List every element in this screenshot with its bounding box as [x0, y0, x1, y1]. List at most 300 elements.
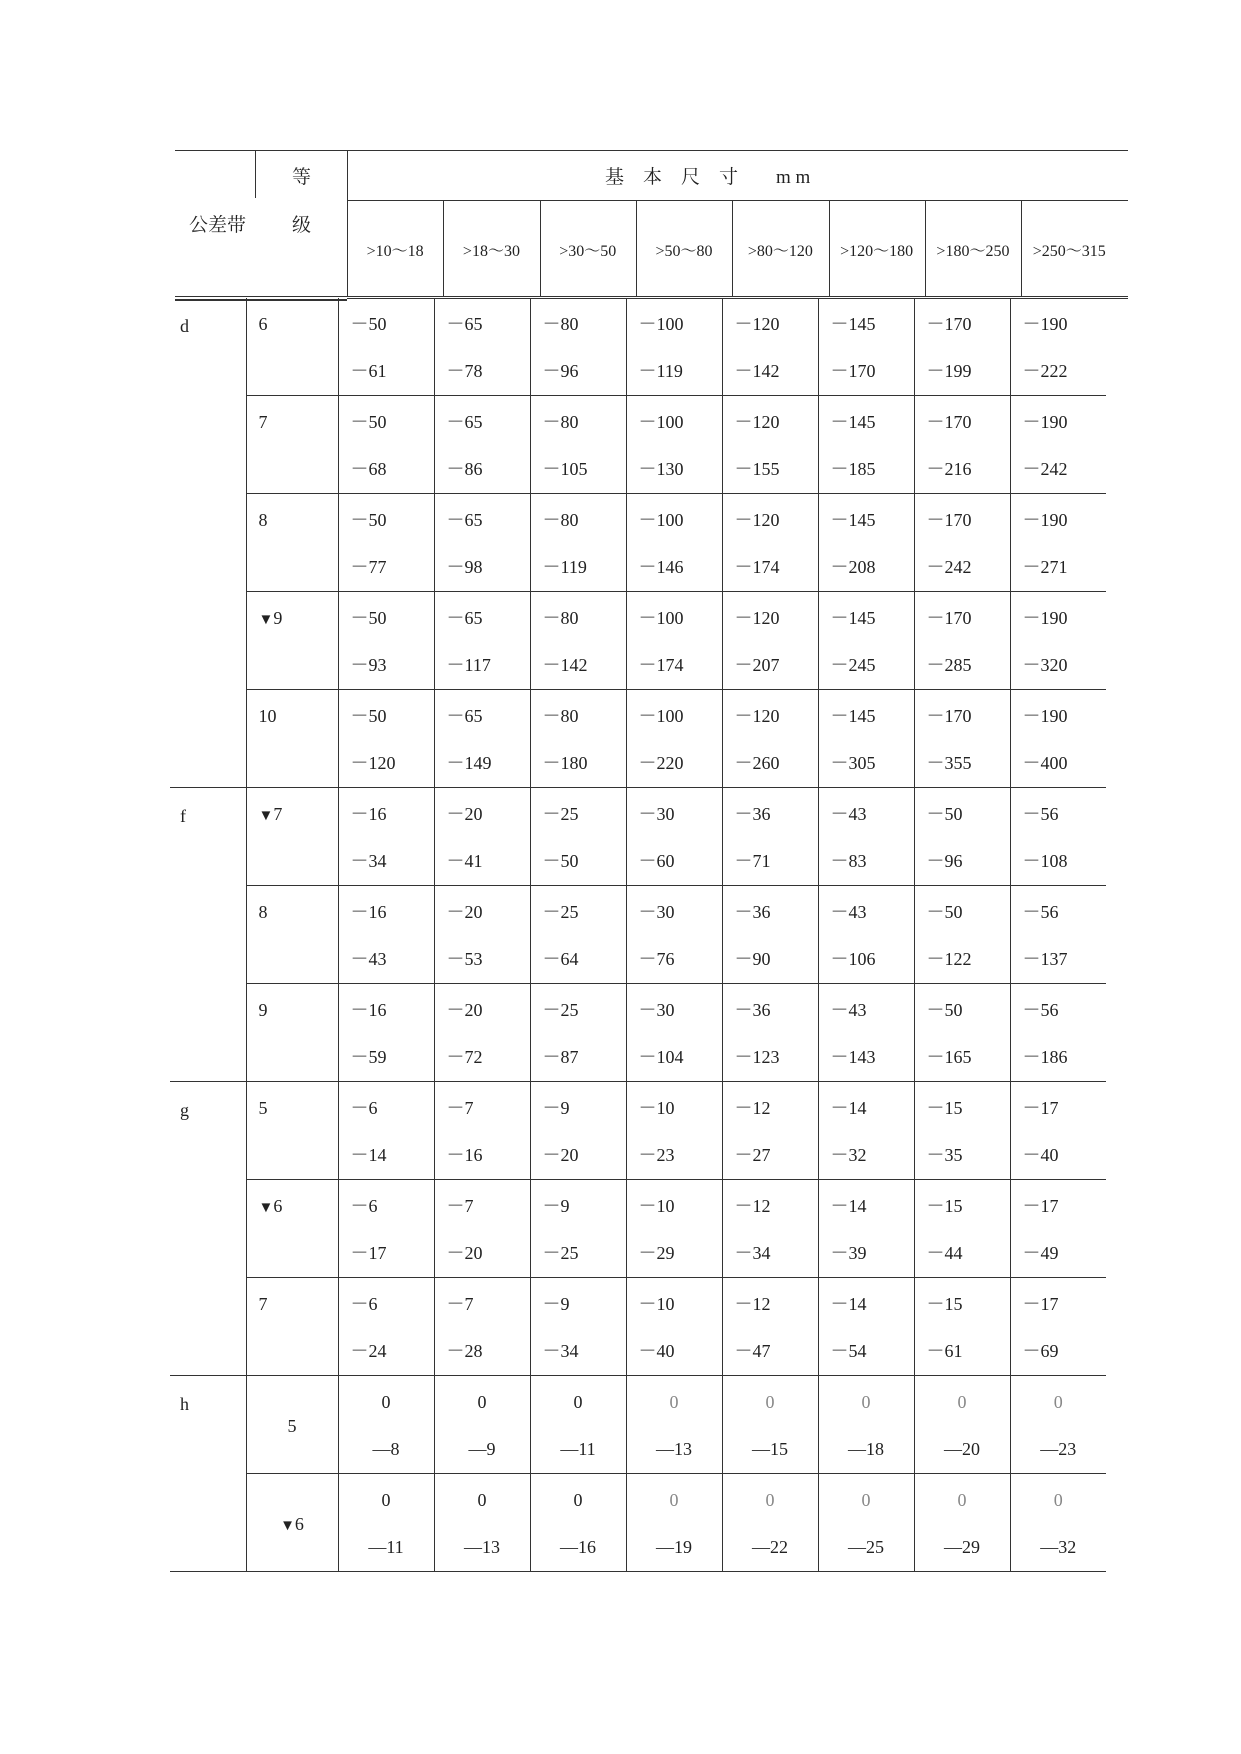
deviation-cell [818, 984, 914, 1082]
upper-deviation: 0 [765, 1392, 775, 1412]
grade-header-top: 等 [292, 167, 312, 188]
upper-deviation: －100 [638, 412, 684, 432]
size-range-divider [443, 200, 444, 296]
grade-number: 9 [273, 608, 283, 628]
lower-deviation: －16 [446, 1145, 483, 1165]
upper-deviation: －7 [446, 1294, 474, 1314]
lower-deviation: －50 [542, 851, 579, 871]
grade-label [247, 984, 338, 1021]
lower-deviation: －122 [926, 949, 972, 969]
deviation-cell [530, 886, 626, 984]
preferred-triangle-icon: ▼ [258, 1200, 274, 1216]
deviation-cell [626, 788, 722, 886]
lower-deviation: －142 [542, 655, 588, 675]
deviation-cell [530, 1082, 626, 1180]
lower-deviation: －400 [1022, 753, 1068, 773]
deviation-cell [626, 592, 722, 690]
grade-number: 10 [258, 706, 277, 726]
lower-deviation: －305 [830, 753, 876, 773]
upper-deviation: 0 [1053, 1392, 1063, 1412]
deviation-cell [722, 1474, 818, 1572]
upper-deviation: －65 [446, 412, 483, 432]
tolerance-zone-label: h [180, 1394, 189, 1414]
upper-deviation: －65 [446, 608, 483, 628]
upper-deviation: －50 [350, 314, 387, 334]
upper-deviation: －30 [638, 902, 675, 922]
deviation-cell [530, 298, 626, 396]
upper-deviation: －36 [734, 902, 771, 922]
upper-deviation: －56 [1022, 1000, 1059, 1020]
tolerance-zone-label: d [180, 316, 189, 336]
deviation-cell [434, 298, 530, 396]
lower-deviation: －120 [350, 753, 396, 773]
deviation-cell [626, 690, 722, 788]
deviation-cell [626, 1474, 722, 1572]
lower-deviation: －47 [734, 1341, 771, 1361]
grade-label [247, 396, 338, 433]
lower-deviation: —19 [656, 1537, 692, 1557]
size-range-divider [732, 200, 733, 296]
lower-deviation: －34 [542, 1341, 579, 1361]
lower-deviation: －260 [734, 753, 780, 773]
upper-deviation: －12 [734, 1196, 771, 1216]
lower-deviation: —11 [560, 1439, 596, 1459]
upper-deviation: －10 [638, 1294, 675, 1314]
deviation-cell [530, 494, 626, 592]
deviation-cell [434, 396, 530, 494]
upper-deviation: －6 [350, 1196, 378, 1216]
lower-deviation: －34 [350, 851, 387, 871]
upper-deviation: －25 [542, 804, 579, 824]
upper-deviation: －43 [830, 804, 867, 824]
upper-deviation: －50 [926, 902, 963, 922]
upper-deviation: －9 [542, 1098, 570, 1118]
deviation-cell [530, 1474, 626, 1572]
size-range-header: >180～250 [936, 243, 1010, 260]
lower-deviation: －199 [926, 361, 972, 381]
upper-deviation: 0 [477, 1490, 487, 1510]
size-range-divider [1021, 200, 1022, 296]
deviation-cell [722, 886, 818, 984]
deviation-cell [722, 494, 818, 592]
lower-deviation: －104 [638, 1047, 684, 1067]
upper-deviation: －56 [1022, 804, 1059, 824]
deviation-cell [722, 396, 818, 494]
deviation-cell [338, 1278, 434, 1376]
lower-deviation: －155 [734, 459, 780, 479]
deviation-cell [1010, 1474, 1106, 1572]
deviation-cell [722, 1278, 818, 1376]
upper-deviation: －65 [446, 314, 483, 334]
lower-deviation: －83 [830, 851, 867, 871]
upper-deviation: －7 [446, 1098, 474, 1118]
upper-deviation: －100 [638, 314, 684, 334]
grade-number: 7 [273, 804, 283, 824]
upper-deviation: －7 [446, 1196, 474, 1216]
deviation-cell [914, 788, 1010, 886]
grade-cell [246, 298, 338, 396]
deviation-cell [914, 1180, 1010, 1278]
upper-deviation: －30 [638, 1000, 675, 1020]
grade-label [247, 1082, 338, 1119]
lower-deviation: —22 [752, 1537, 788, 1557]
upper-deviation: －80 [542, 608, 579, 628]
upper-deviation: －25 [542, 1000, 579, 1020]
tolerance-zone-label: f [180, 806, 186, 826]
deviation-cell [1010, 1082, 1106, 1180]
lower-deviation: －90 [734, 949, 771, 969]
grade-number: 6 [273, 1196, 283, 1216]
deviation-cell [530, 690, 626, 788]
upper-deviation: －170 [926, 608, 972, 628]
upper-deviation: －14 [830, 1196, 867, 1216]
grade-number: 7 [258, 1294, 268, 1314]
upper-deviation: 0 [1053, 1490, 1063, 1510]
header-basic-size-divider [347, 150, 348, 296]
table-header [175, 150, 1128, 300]
deviation-cell [1010, 494, 1106, 592]
upper-deviation: －36 [734, 804, 771, 824]
upper-deviation: －120 [734, 706, 780, 726]
grade-number: 7 [258, 412, 268, 432]
upper-deviation: －80 [542, 510, 579, 530]
upper-deviation: －120 [734, 608, 780, 628]
lower-deviation: －285 [926, 655, 972, 675]
grade-cell [246, 1474, 338, 1572]
upper-deviation: －190 [1022, 510, 1068, 530]
deviation-cell [914, 984, 1010, 1082]
tolerance-zone-header: 公差带 [189, 215, 247, 236]
grade-cell [246, 1180, 338, 1278]
deviation-cell [818, 298, 914, 396]
size-range-header: >30～50 [559, 243, 617, 260]
lower-deviation: －44 [926, 1243, 963, 1263]
deviation-cell [818, 396, 914, 494]
deviation-cell [722, 592, 818, 690]
upper-deviation: －50 [926, 1000, 963, 1020]
lower-deviation: —8 [372, 1439, 400, 1459]
deviation-cell [338, 886, 434, 984]
deviation-cell [434, 886, 530, 984]
deviation-cell [626, 1278, 722, 1376]
lower-deviation: －61 [350, 361, 387, 381]
deviation-cell [530, 592, 626, 690]
deviation-cell [1010, 396, 1106, 494]
deviation-cell [722, 1180, 818, 1278]
upper-deviation: －17 [1022, 1098, 1059, 1118]
upper-deviation: －170 [926, 510, 972, 530]
lower-deviation: －34 [734, 1243, 771, 1263]
grade-label [247, 298, 338, 335]
grade-cell [246, 690, 338, 788]
upper-deviation: －120 [734, 412, 780, 432]
deviation-cell [434, 788, 530, 886]
upper-deviation: －20 [446, 1000, 483, 1020]
upper-deviation: －170 [926, 314, 972, 334]
deviation-cell [338, 396, 434, 494]
upper-deviation: －43 [830, 1000, 867, 1020]
lower-deviation: －20 [542, 1145, 579, 1165]
grade-cell [246, 788, 338, 886]
deviation-cell [530, 984, 626, 1082]
upper-deviation: 0 [381, 1490, 391, 1510]
lower-deviation: －355 [926, 753, 972, 773]
lower-deviation: －174 [734, 557, 780, 577]
deviation-cell [818, 1180, 914, 1278]
lower-deviation: －86 [446, 459, 483, 479]
table-row [170, 592, 1106, 690]
table-row [170, 494, 1106, 592]
upper-deviation: 0 [477, 1392, 487, 1412]
deviation-cell [914, 1474, 1010, 1572]
grade-number: 6 [294, 1514, 304, 1534]
size-range-header: >18～30 [462, 243, 520, 260]
preferred-triangle-icon: ▼ [280, 1518, 295, 1534]
upper-deviation: 0 [669, 1392, 679, 1412]
deviation-cell [626, 984, 722, 1082]
table-row [170, 298, 1106, 396]
grade-header-bottom: 级 [292, 215, 312, 236]
lower-deviation: －71 [734, 851, 771, 871]
tolerance-zone-label: g [180, 1100, 189, 1120]
upper-deviation: －50 [350, 412, 387, 432]
deviation-cell [530, 1180, 626, 1278]
deviation-cell [1010, 788, 1106, 886]
upper-deviation: －65 [446, 706, 483, 726]
deviation-cell [1010, 1376, 1106, 1474]
header-grade-divider [255, 150, 256, 198]
upper-deviation: －15 [926, 1098, 963, 1118]
deviation-cell [434, 494, 530, 592]
lower-deviation: －180 [542, 753, 588, 773]
upper-deviation: －16 [350, 1000, 387, 1020]
lower-deviation: －23 [638, 1145, 675, 1165]
upper-deviation: －145 [830, 412, 876, 432]
lower-deviation: －32 [830, 1145, 867, 1165]
upper-deviation: －190 [1022, 706, 1068, 726]
lower-deviation: －186 [1022, 1047, 1068, 1067]
upper-deviation: －145 [830, 608, 876, 628]
upper-deviation: －145 [830, 510, 876, 530]
lower-deviation: —9 [468, 1439, 496, 1459]
upper-deviation: 0 [765, 1490, 775, 1510]
deviation-cell [818, 1278, 914, 1376]
upper-deviation: －50 [350, 608, 387, 628]
lower-deviation: －143 [830, 1047, 876, 1067]
lower-deviation: —13 [464, 1537, 500, 1557]
deviation-cell [434, 1082, 530, 1180]
deviation-cell [434, 690, 530, 788]
deviation-cell [818, 1474, 914, 1572]
lower-deviation: －98 [446, 557, 483, 577]
lower-deviation: －87 [542, 1047, 579, 1067]
deviation-cell [914, 1376, 1010, 1474]
table-row [170, 1474, 1106, 1572]
lower-deviation: －54 [830, 1341, 867, 1361]
lower-deviation: －242 [1022, 459, 1068, 479]
table-row [170, 1376, 1106, 1474]
lower-deviation: －25 [542, 1243, 579, 1263]
upper-deviation: －120 [734, 314, 780, 334]
upper-deviation: 0 [669, 1490, 679, 1510]
lower-deviation: －106 [830, 949, 876, 969]
table-row [170, 1278, 1106, 1376]
lower-deviation: －14 [350, 1145, 387, 1165]
deviation-cell [1010, 1180, 1106, 1278]
lower-deviation: —18 [848, 1439, 884, 1459]
deviation-cell [626, 494, 722, 592]
lower-deviation: －130 [638, 459, 684, 479]
upper-deviation: －170 [926, 412, 972, 432]
lower-deviation: －149 [446, 753, 492, 773]
lower-deviation: －78 [446, 361, 483, 381]
lower-deviation: －29 [638, 1243, 675, 1263]
lower-deviation: －69 [1022, 1341, 1059, 1361]
upper-deviation: －80 [542, 314, 579, 334]
deviation-cell [914, 494, 1010, 592]
tolerance-zone-cell [170, 1376, 246, 1572]
lower-deviation: －119 [638, 361, 683, 381]
deviation-cell [818, 592, 914, 690]
deviation-cell [914, 396, 1010, 494]
grade-cell [246, 886, 338, 984]
grade-number: 5 [287, 1416, 297, 1436]
grade-label [247, 788, 338, 825]
deviation-cell [818, 788, 914, 886]
lower-deviation: —13 [656, 1439, 692, 1459]
grade-cell [246, 984, 338, 1082]
upper-deviation: 0 [957, 1490, 967, 1510]
upper-deviation: －15 [926, 1196, 963, 1216]
grade-number: 6 [258, 314, 268, 334]
grade-cell [246, 1376, 338, 1474]
upper-deviation: －50 [350, 510, 387, 530]
table-row [170, 1180, 1106, 1278]
upper-deviation: －145 [830, 706, 876, 726]
lower-deviation: －93 [350, 655, 387, 675]
upper-deviation: 0 [573, 1490, 583, 1510]
lower-deviation: －76 [638, 949, 675, 969]
deviation-cell [530, 788, 626, 886]
deviation-cell [626, 886, 722, 984]
lower-deviation: －271 [1022, 557, 1068, 577]
lower-deviation: －222 [1022, 361, 1068, 381]
size-range-divider [925, 200, 926, 296]
lower-deviation: －53 [446, 949, 483, 969]
deviation-cell [626, 1180, 722, 1278]
upper-deviation: －30 [638, 804, 675, 824]
lower-deviation: —11 [368, 1537, 404, 1557]
deviation-cell [1010, 984, 1106, 1082]
lower-deviation: －96 [542, 361, 579, 381]
upper-deviation: －50 [350, 706, 387, 726]
grade-cell [246, 494, 338, 592]
lower-deviation: －208 [830, 557, 876, 577]
header-bottom-rule [175, 296, 1128, 297]
deviation-cell [338, 984, 434, 1082]
lower-deviation: －60 [638, 851, 675, 871]
deviation-cell [338, 1082, 434, 1180]
upper-deviation: －16 [350, 902, 387, 922]
upper-deviation: －80 [542, 706, 579, 726]
lower-deviation: －64 [542, 949, 579, 969]
lower-deviation: －105 [542, 459, 588, 479]
size-range-header: >120～180 [840, 243, 914, 260]
lower-deviation: －41 [446, 851, 483, 871]
header-top-rule [175, 150, 1128, 151]
lower-deviation: －242 [926, 557, 972, 577]
lower-deviation: －43 [350, 949, 387, 969]
upper-deviation: －20 [446, 804, 483, 824]
grade-number: 8 [258, 510, 268, 530]
upper-deviation: －43 [830, 902, 867, 922]
lower-deviation: －207 [734, 655, 780, 675]
upper-deviation: －14 [830, 1098, 867, 1118]
grade-label [247, 690, 338, 727]
upper-deviation: －190 [1022, 314, 1068, 334]
grade-label [247, 1278, 338, 1315]
upper-deviation: 0 [861, 1392, 871, 1412]
upper-deviation: －10 [638, 1098, 675, 1118]
lower-deviation: －40 [638, 1341, 675, 1361]
deviation-cell [1010, 690, 1106, 788]
lower-deviation: －40 [1022, 1145, 1059, 1165]
deviation-cell [434, 592, 530, 690]
tolerance-zone-cell [170, 1082, 246, 1376]
deviation-cell [530, 1376, 626, 1474]
grade-label [247, 592, 338, 629]
lower-deviation: －119 [542, 557, 587, 577]
deviation-cell [914, 1278, 1010, 1376]
upper-deviation: 0 [957, 1392, 967, 1412]
table-row [170, 984, 1106, 1082]
size-range-divider [829, 200, 830, 296]
deviation-cell [530, 396, 626, 494]
deviation-cell [434, 1474, 530, 1572]
deviation-cell [914, 886, 1010, 984]
lower-deviation: —23 [1040, 1439, 1077, 1459]
upper-deviation: －120 [734, 510, 780, 530]
grade-label [247, 1474, 338, 1535]
upper-deviation: －14 [830, 1294, 867, 1314]
deviation-cell [338, 592, 434, 690]
upper-deviation: －20 [446, 902, 483, 922]
upper-deviation: －17 [1022, 1196, 1059, 1216]
lower-deviation: －72 [446, 1047, 483, 1067]
upper-deviation: －145 [830, 314, 876, 334]
upper-deviation: －10 [638, 1196, 675, 1216]
lower-deviation: －216 [926, 459, 972, 479]
grade-cell [246, 396, 338, 494]
upper-deviation: －50 [926, 804, 963, 824]
upper-deviation: －6 [350, 1098, 378, 1118]
upper-deviation: －190 [1022, 608, 1068, 628]
upper-deviation: －56 [1022, 902, 1059, 922]
deviation-cell [434, 1278, 530, 1376]
deviation-cell [914, 592, 1010, 690]
upper-deviation: －80 [542, 412, 579, 432]
upper-deviation: －170 [926, 706, 972, 726]
upper-deviation: －9 [542, 1196, 570, 1216]
grade-label [247, 1376, 338, 1437]
upper-deviation: 0 [573, 1392, 583, 1412]
deviation-cell [338, 788, 434, 886]
lower-deviation: —32 [1040, 1537, 1077, 1557]
grade-cell [246, 1278, 338, 1376]
deviation-cell [626, 396, 722, 494]
deviation-cell [338, 1474, 434, 1572]
deviation-cell [818, 690, 914, 788]
